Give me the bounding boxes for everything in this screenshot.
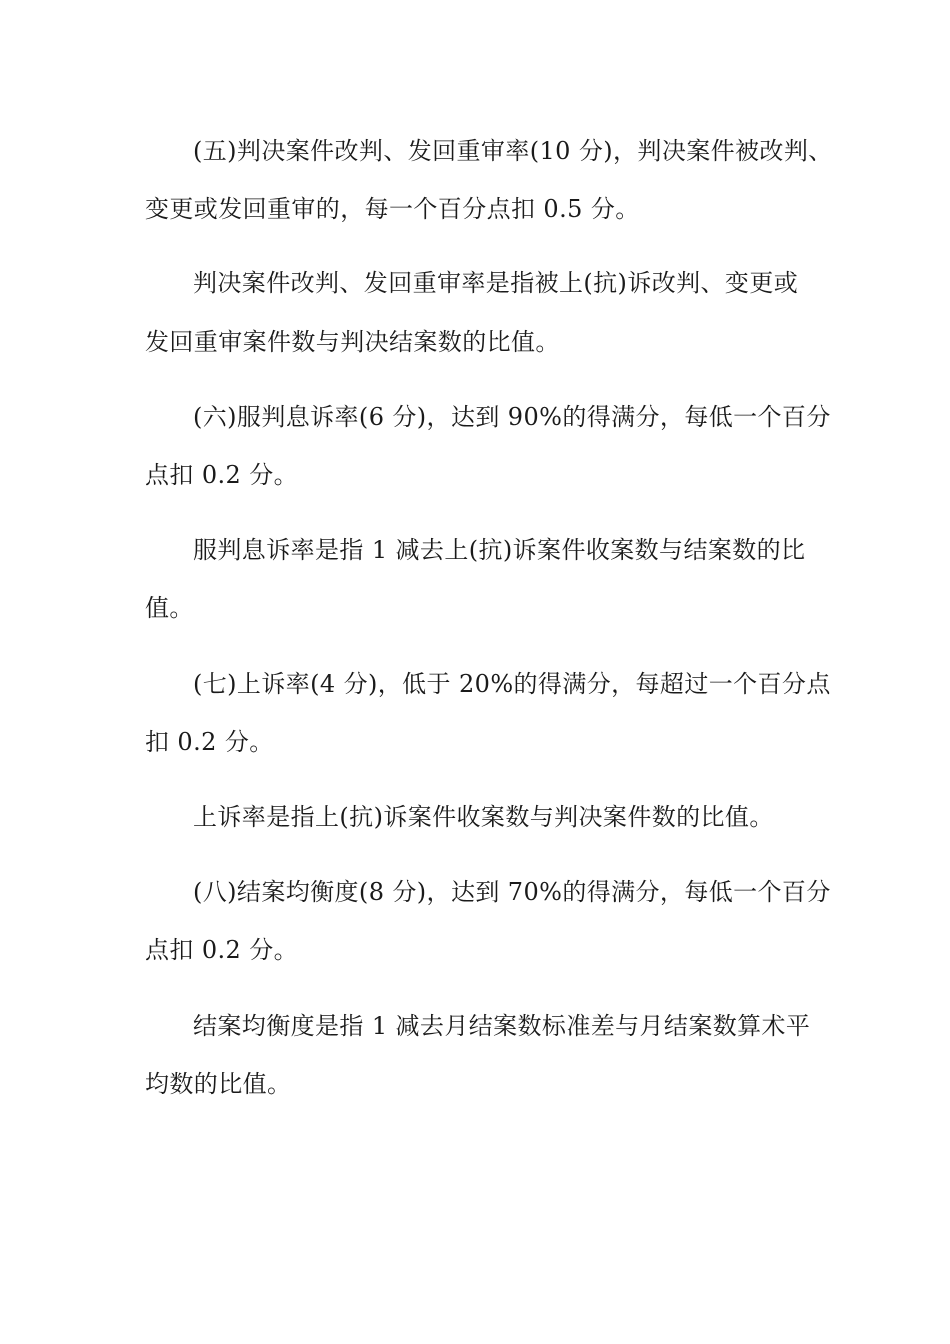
paragraph-7-line-2: 扣 0.2 分。 [145,728,274,756]
paragraph-7-definition-line-1: 上诉率是指上(抗)诉案件收案数与判决案件数的比值。 [193,803,774,831]
paragraph-6-line-2: 点扣 0.2 分。 [145,461,299,489]
paragraph-8-line-2: 点扣 0.2 分。 [145,936,299,964]
paragraph-6-definition-line-2: 值。 [145,594,194,622]
paragraph-8-definition-line-1: 结案均衡度是指 1 减去月结案数标准差与月结案数算术平 [193,1012,811,1040]
paragraph-6-definition-line-1: 服判息诉率是指 1 减去上(抗)诉案件收案数与结案数的比 [193,536,806,564]
paragraph-8-line-1: (八)结案均衡度(8 分)，达到 70%的得满分，每低一个百分 [193,878,831,906]
paragraph-5-line-1: (五)判决案件改判、发回重审率(10 分)，判决案件被改判、 [193,137,833,165]
paragraph-6-line-1: (六)服判息诉率(6 分)，达到 90%的得满分，每低一个百分 [193,403,831,431]
paragraph-5-definition-line-2: 发回重审案件数与判决结案数的比值。 [145,328,560,356]
paragraph-8-definition-line-2: 均数的比值。 [145,1070,292,1098]
paragraph-5-definition-line-1: 判决案件改判、发回重审率是指被上(抗)诉改判、变更或 [193,269,799,297]
paragraph-5-line-2: 变更或发回重审的，每一个百分点扣 0.5 分。 [145,195,640,223]
paragraph-7-line-1: (七)上诉率(4 分)，低于 20%的得满分，每超过一个百分点 [193,670,831,698]
